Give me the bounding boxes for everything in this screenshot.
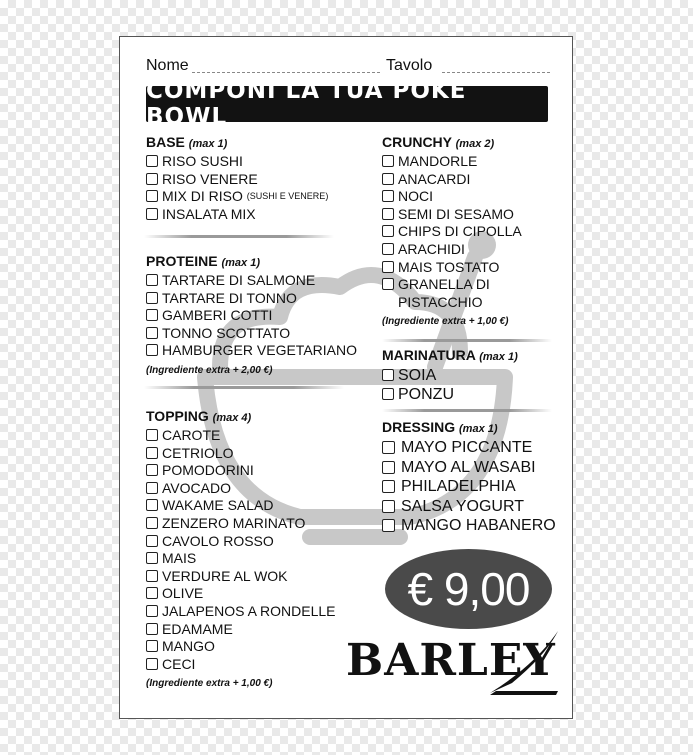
list-item[interactable]: MANGO HABANERO bbox=[382, 516, 567, 536]
checkbox-icon[interactable] bbox=[382, 155, 394, 167]
checkbox-icon[interactable] bbox=[146, 535, 158, 547]
list-item[interactable]: MANDORLE bbox=[382, 153, 562, 171]
list-item[interactable]: MANGO bbox=[146, 638, 361, 656]
list-item[interactable]: MAYO PICCANTE bbox=[382, 438, 567, 458]
topping-note: (max 4) bbox=[212, 412, 252, 424]
logo-text: BARLEY bbox=[346, 635, 556, 686]
list-item-continuation: PISTACCHIO bbox=[398, 293, 483, 310]
list-item[interactable]: RISO VENERE bbox=[146, 171, 356, 189]
base-note: (max 1) bbox=[188, 138, 228, 150]
tavolo-label: Tavolo bbox=[386, 57, 433, 74]
list-item[interactable]: CAVOLO ROSSO bbox=[146, 533, 361, 551]
list-item[interactable]: CAROTE bbox=[146, 427, 361, 445]
checkbox-icon[interactable] bbox=[146, 499, 158, 511]
checkbox-icon[interactable] bbox=[382, 500, 395, 513]
list-item[interactable]: TONNO SCOTTATO bbox=[146, 325, 361, 343]
checkbox-icon[interactable] bbox=[146, 517, 158, 529]
crunchy-note: (max 2) bbox=[455, 138, 495, 150]
logo bbox=[340, 625, 565, 700]
checkbox-icon[interactable] bbox=[146, 327, 158, 339]
list-item[interactable]: OLIVE bbox=[146, 585, 361, 603]
checkbox-icon[interactable] bbox=[382, 261, 394, 273]
checkbox-icon[interactable] bbox=[382, 461, 395, 474]
checkbox-icon[interactable] bbox=[382, 519, 395, 532]
marinatura-section bbox=[382, 347, 562, 404]
list-item[interactable]: TARTARE DI TONNO bbox=[146, 290, 361, 308]
checkbox-icon[interactable] bbox=[146, 173, 158, 185]
list-item[interactable]: PHILADELPHIA bbox=[382, 477, 567, 497]
checkbox-icon[interactable] bbox=[146, 640, 158, 652]
order-sheet bbox=[119, 36, 573, 719]
checkbox-icon[interactable] bbox=[146, 447, 158, 459]
checkbox-icon[interactable] bbox=[382, 208, 394, 220]
list-item[interactable]: WAKAME SALAD bbox=[146, 497, 361, 515]
list-item[interactable]: AVOCADO bbox=[146, 480, 361, 498]
dressing-section bbox=[382, 419, 567, 536]
list-item[interactable]: CETRIOLO bbox=[146, 445, 361, 463]
checkbox-icon[interactable] bbox=[146, 292, 158, 304]
nome-label: Nome bbox=[146, 57, 189, 74]
list-item[interactable]: RISO SUSHI bbox=[146, 153, 356, 171]
list-item[interactable]: ZENZERO MARINATO bbox=[146, 515, 361, 533]
checkbox-icon[interactable] bbox=[146, 623, 158, 635]
list-item[interactable]: ANACARDI bbox=[382, 171, 562, 189]
checkbox-icon[interactable] bbox=[146, 429, 158, 441]
checkbox-icon[interactable] bbox=[382, 369, 394, 381]
checkbox-icon[interactable] bbox=[382, 480, 395, 493]
checkbox-icon[interactable] bbox=[146, 208, 158, 220]
checkbox-icon[interactable] bbox=[382, 173, 394, 185]
list-item[interactable]: PONZU bbox=[382, 385, 562, 404]
nome-field[interactable] bbox=[192, 72, 380, 73]
checkbox-icon[interactable] bbox=[382, 278, 394, 290]
list-item[interactable]: TARTARE DI SALMONE bbox=[146, 272, 361, 290]
list-item[interactable]: GRANELLA DI bbox=[382, 276, 562, 294]
topping-section bbox=[146, 408, 361, 689]
checkbox-icon[interactable] bbox=[146, 190, 158, 202]
mix-note: (SUSHI E VENERE) bbox=[246, 191, 329, 202]
divider bbox=[144, 386, 344, 389]
crunchy-title: CRUNCHY bbox=[382, 134, 452, 150]
checkbox-icon[interactable] bbox=[146, 658, 158, 670]
list-item[interactable]: CECI bbox=[146, 656, 361, 674]
list-item[interactable]: GAMBERI COTTI bbox=[146, 307, 361, 325]
tavolo-field[interactable] bbox=[442, 72, 550, 73]
checkbox-icon[interactable] bbox=[146, 464, 158, 476]
list-item[interactable]: SEMI DI SESAMO bbox=[382, 206, 562, 224]
price-badge: € 9,00 bbox=[385, 549, 552, 629]
checkbox-icon[interactable] bbox=[146, 587, 158, 599]
proteine-title: PROTEINE bbox=[146, 253, 218, 269]
list-item[interactable]: VERDURE AL WOK bbox=[146, 568, 361, 586]
checkbox-icon[interactable] bbox=[382, 388, 394, 400]
proteine-note: (max 1) bbox=[221, 257, 260, 269]
list-item[interactable]: NOCI bbox=[382, 188, 562, 206]
list-item[interactable]: SALSA YOGURT bbox=[382, 497, 567, 517]
list-item[interactable]: ARACHIDI bbox=[382, 241, 562, 259]
checkbox-icon[interactable] bbox=[146, 570, 158, 582]
crunchy-section bbox=[382, 134, 562, 327]
base-section bbox=[146, 134, 356, 223]
list-item[interactable]: MAIS TOSTATO bbox=[382, 259, 562, 277]
divider bbox=[382, 339, 552, 342]
checkbox-icon[interactable] bbox=[146, 155, 158, 167]
divider bbox=[382, 409, 552, 412]
list-item[interactable]: CHIPS DI CIPOLLA bbox=[382, 223, 562, 241]
list-item[interactable]: HAMBURGER VEGETARIANO bbox=[146, 342, 361, 360]
list-item[interactable]: EDAMAME bbox=[146, 621, 361, 639]
topping-extra-note: (Ingrediente extra + 1,00 €) bbox=[146, 678, 273, 690]
list-item[interactable]: MAYO AL WASABI bbox=[382, 458, 567, 478]
marinatura-title: MARINATURA bbox=[382, 347, 476, 363]
checkbox-icon[interactable] bbox=[146, 605, 158, 617]
checkbox-icon[interactable] bbox=[382, 190, 394, 202]
proteine-extra-note: (Ingrediente extra + 2,00 €) bbox=[146, 364, 273, 376]
checkbox-icon[interactable] bbox=[146, 274, 158, 286]
topping-title: TOPPING bbox=[146, 408, 209, 424]
checkbox-icon[interactable] bbox=[146, 482, 158, 494]
list-item[interactable]: SOIA bbox=[382, 366, 562, 385]
crunchy-extra-note: (Ingrediente extra + 1,00 €) bbox=[382, 316, 509, 328]
proteine-section bbox=[146, 253, 361, 376]
checkbox-icon[interactable] bbox=[146, 552, 158, 564]
checkbox-icon[interactable] bbox=[382, 441, 395, 454]
list-item[interactable]: MIX DI RISO (SUSHI E VENERE) bbox=[146, 188, 356, 206]
base-title: BASE bbox=[146, 134, 185, 150]
list-item[interactable]: POMODORINI bbox=[146, 462, 361, 480]
dressing-title: DRESSING bbox=[382, 419, 456, 435]
list-item[interactable]: JALAPENOS A RONDELLE bbox=[146, 603, 361, 621]
list-item[interactable]: INSALATA MIX bbox=[146, 206, 356, 224]
list-item[interactable]: MAIS bbox=[146, 550, 361, 568]
checkbox-icon[interactable] bbox=[382, 225, 394, 237]
page-title: COMPONI LA TUA POKE BOWL bbox=[146, 86, 548, 122]
checkbox-icon[interactable] bbox=[146, 344, 158, 356]
checkbox-icon[interactable] bbox=[382, 243, 394, 255]
divider bbox=[144, 235, 334, 238]
checkbox-icon[interactable] bbox=[146, 309, 158, 321]
marinatura-note: (max 1) bbox=[479, 351, 518, 363]
dressing-note: (max 1) bbox=[459, 423, 498, 435]
